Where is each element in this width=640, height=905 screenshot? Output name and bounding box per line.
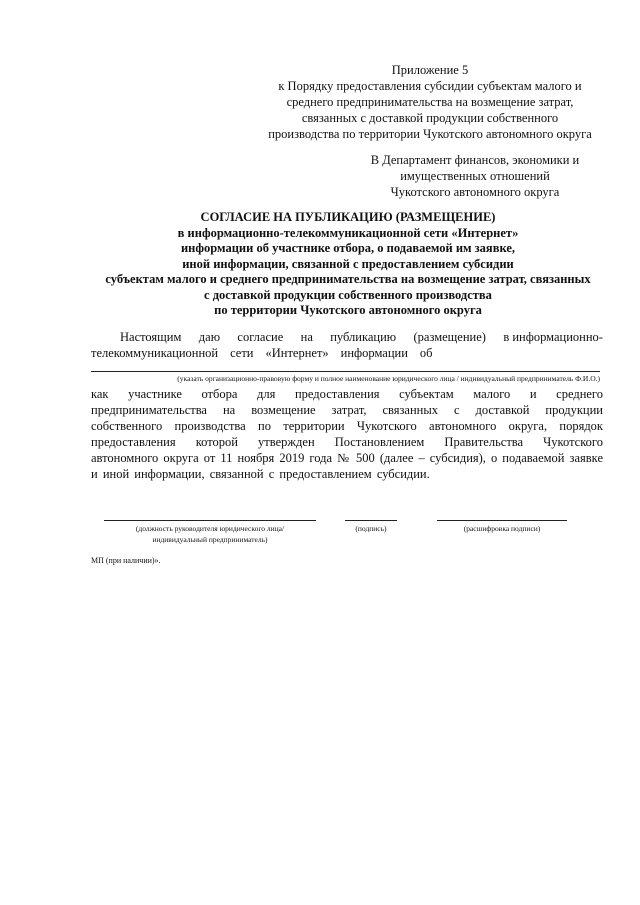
appendix-line: Приложение 5: [391, 63, 469, 77]
intro-word: в информационно-: [503, 330, 603, 344]
intro-word: Настоящим: [120, 330, 182, 344]
addressee-line: В Департамент финансов, экономики и: [370, 153, 580, 167]
intro-word: информации: [340, 346, 408, 360]
body-line: и иной информации, связанной с предоставлением субсидии.: [91, 467, 430, 481]
intro-word: публикацию: [330, 330, 397, 344]
intro-word: об: [419, 346, 433, 360]
intro-word: «Интернет»: [265, 346, 329, 360]
consent-body-paragraph: [91, 386, 603, 482]
intro-line-2: [91, 345, 603, 361]
signature-line[interactable]: [345, 520, 397, 521]
body-line: как участнике отбора для предоставления субъектам малого и среднего: [91, 387, 603, 401]
body-line: предпринимательства на возмещение затрат, связанных с доставкой продукции: [91, 403, 603, 417]
title-line: субъектам малого и среднего предпринимательства на возмещение затрат, связанных: [105, 272, 591, 286]
intro-word: телекоммуникационной: [91, 346, 219, 360]
position-signature-line[interactable]: [104, 520, 316, 521]
appendix-line: среднего предпринимательства на возмещение затрат,: [286, 95, 574, 109]
position-caption-line: индивидуальный предприниматель): [152, 535, 268, 544]
position-caption-line: (должность руководителя юридического лица/: [135, 524, 285, 533]
appendix-line: производства по территории Чукотского автономного округа: [268, 127, 592, 141]
title-line: в информационно-телекоммуникационной сети «Интернет»: [177, 225, 519, 240]
addressee-line: Чукотского автономного округа: [390, 185, 560, 199]
organization-name-caption: (указать организационно-правовую форму и полное наименование юридического лица / индивидуальный предприниматель Ф.И.О.): [177, 374, 600, 383]
body-line: собственного производства по территории Чукотского автономного округа, порядок: [91, 419, 603, 433]
title-line: с доставкой продукции собственного производства: [204, 287, 492, 302]
intro-word: сети: [230, 346, 254, 360]
signature-decryption-caption: (расшифровка подписи): [463, 524, 541, 533]
intro-word: на: [300, 330, 313, 344]
stamp-note: МП (при наличии)».: [91, 556, 161, 565]
addressee-block: [340, 152, 610, 200]
appendix-header: [250, 62, 610, 142]
appendix-line: к Порядку предоставления субсидии субъектам малого и: [278, 79, 582, 93]
title-line: СОГЛАСИЕ НА ПУБЛИКАЦИЮ (РАЗМЕЩЕНИЕ): [200, 210, 496, 224]
intro-word: согласие: [237, 330, 284, 344]
consent-intro-paragraph: [91, 329, 603, 361]
title-line: информации об участнике отбора, о подаваемой им заявке,: [180, 241, 516, 255]
position-caption: [104, 523, 316, 545]
intro-word: даю: [198, 330, 221, 344]
document-title: [70, 210, 626, 319]
title-line: по территории Чукотского автономного округа: [214, 303, 482, 317]
intro-line-1: [91, 329, 603, 345]
signature-caption: (подпись): [355, 524, 387, 533]
addressee-line: имущественных отношений: [400, 169, 550, 183]
body-line: предоставления которой утвержден Постановлением Правительства Чукотского: [91, 435, 603, 449]
title-line: иной информации, связанной с предоставлением субсидии: [182, 256, 514, 271]
signature-decryption-line[interactable]: [437, 520, 567, 521]
organization-name-fill-line[interactable]: [91, 371, 600, 372]
intro-word: (размещение): [413, 330, 486, 344]
appendix-line: связанных с доставкой продукции собственного: [301, 111, 559, 125]
body-line: автономного округа от 11 ноября 2019 года № 500 (далее – субсидия), о подаваемой заявке: [91, 451, 603, 465]
